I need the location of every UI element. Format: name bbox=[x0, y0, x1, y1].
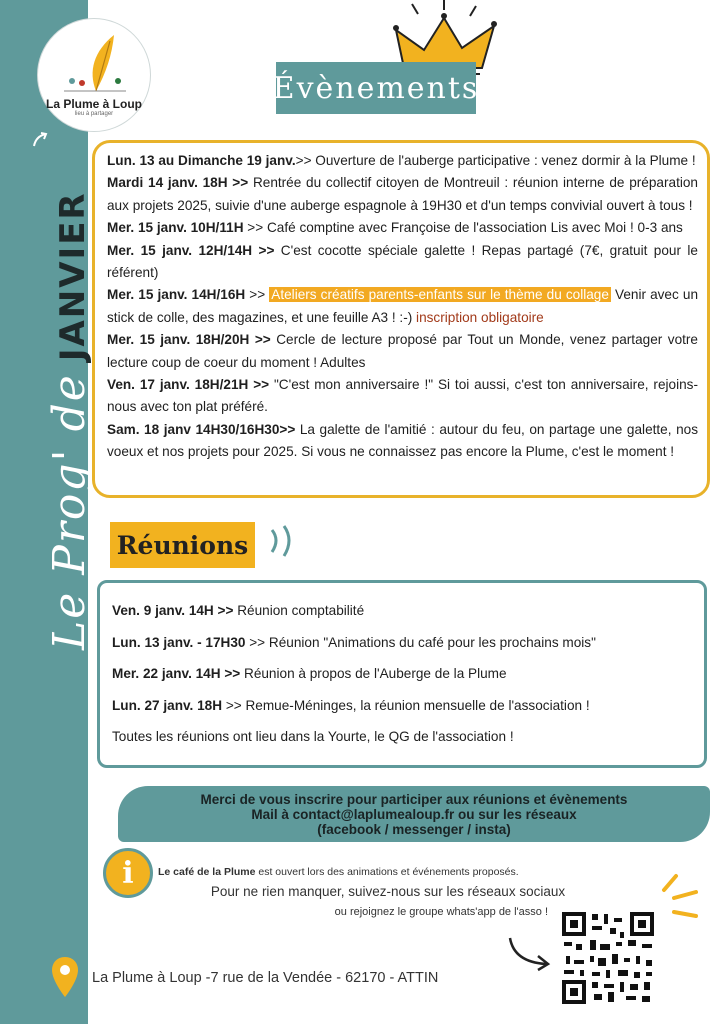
event-item: Mer. 15 janv. 10H/11H >> Café comptine avec Françoise de l'association Lis avec Moi ! 0-3 ans bbox=[107, 220, 683, 236]
address: La Plume à Loup -7 rue de la Vendée - 62170 - ATTIN bbox=[92, 970, 439, 986]
sparkle-icon bbox=[656, 870, 706, 930]
title-script: Le Prog' de bbox=[44, 373, 95, 650]
cafe-info: Le café de la Plume est ouvert lors des animations et événements proposés. bbox=[158, 866, 519, 878]
logo-subtitle: lieu à partager bbox=[74, 111, 114, 117]
highlight-workshop: Ateliers créatifs parents-enfants sur le thème du collage bbox=[271, 287, 609, 303]
meetings-footer: Toutes les réunions ont lieu dans la Yourte, le QG de l'association ! bbox=[112, 729, 514, 744]
event-item: Mer. 15 janv. 18H/20H >> Cercle de lecture proposé par Tout un Monde, venez partager votre lecture coup de coeur du moment ! Adultes bbox=[107, 332, 698, 370]
registration-required: inscription obligatoire bbox=[416, 309, 544, 325]
meeting-item: Lun. 13 janv. - 17H30 >> Réunion "Animations du café pour les prochains mois" bbox=[112, 634, 596, 650]
events-title: Évènements bbox=[272, 70, 480, 106]
event-item: Mer. 15 janv. 12H/14H >> C'est cocotte spéciale galette ! Repas partagé (7€, gratuit pour le référent) bbox=[107, 242, 698, 281]
event-item: Mer. 15 janv. 14H/16H >> Ateliers créatifs parents-enfants sur le thème du collage Venir avec un stick de colle, des magazines, et une feuille A3 ! :-) inscription obligatoire bbox=[107, 287, 698, 325]
events-box bbox=[92, 140, 710, 498]
callout-line-1: Merci de vous inscrire pour participer aux réunions et évènements bbox=[200, 791, 628, 807]
meetings-title-banner bbox=[110, 522, 255, 568]
callout-line-3: (facebook / messenger / insta) bbox=[317, 821, 511, 837]
meeting-item: Lun. 27 janv. 18H >> Remue-Méninges, la réunion mensuelle de l'association ! bbox=[112, 697, 590, 713]
logo-name: La Plume à Loup bbox=[45, 97, 142, 111]
qr-code[interactable] bbox=[560, 910, 656, 1006]
meetings-title: Réunions bbox=[116, 530, 249, 560]
event-item: Lun. 13 au Dimanche 19 janv.>> Ouverture de l'auberge participative : venez dormir à la Plume ! bbox=[107, 153, 696, 168]
event-item: Mardi 14 janv. 18H >> Rentrée du collectif citoyen de Montreuil : réunion interne de préparation aux projets 2025, suivie d'une auberge espagnole à 19H30 et d'un temps convivial ouvert à tous ! bbox=[107, 175, 698, 213]
info-icon: i bbox=[103, 848, 153, 898]
location-pin-icon bbox=[50, 955, 80, 999]
meeting-item: Mer. 22 janv. 14H >> Réunion à propos de l'Auberge de la Plume bbox=[112, 666, 507, 681]
decoration-marks-icon bbox=[266, 520, 302, 560]
feather-icon bbox=[60, 31, 130, 95]
registration-callout bbox=[118, 786, 710, 842]
follow-text: Pour ne rien manquer, suivez-nous sur les réseaux sociaux bbox=[210, 884, 566, 899]
join-text: ou rejoignez le groupe whats'app de l'asso ! bbox=[334, 906, 548, 918]
meeting-item: Ven. 9 janv. 14H >> Réunion comptabilité bbox=[112, 603, 365, 618]
logo bbox=[37, 18, 151, 132]
event-item: Sam. 18 janv 14H30/16H30>> La galette de l'amitié : autour du feu, on partage une galette, nos voeux et nos projets pour 2025. Si vous ne connaissez pas encore la Plume, c'est le moment ! bbox=[107, 421, 698, 460]
meetings-box bbox=[97, 580, 707, 768]
arrow-icon bbox=[506, 932, 554, 972]
events-title-banner bbox=[272, 62, 480, 114]
title-month: JANVIER bbox=[53, 191, 93, 362]
event-item: Ven. 17 janv. 18H/21H >> "C'est mon anniversaire !" Si toi aussi, c'est ton anniversaire, rejoins-nous avec ton plat préféré. bbox=[107, 377, 698, 415]
callout-line-2[interactable]: Mail à contact@laplumealoup.fr ou sur les réseaux bbox=[251, 806, 577, 822]
